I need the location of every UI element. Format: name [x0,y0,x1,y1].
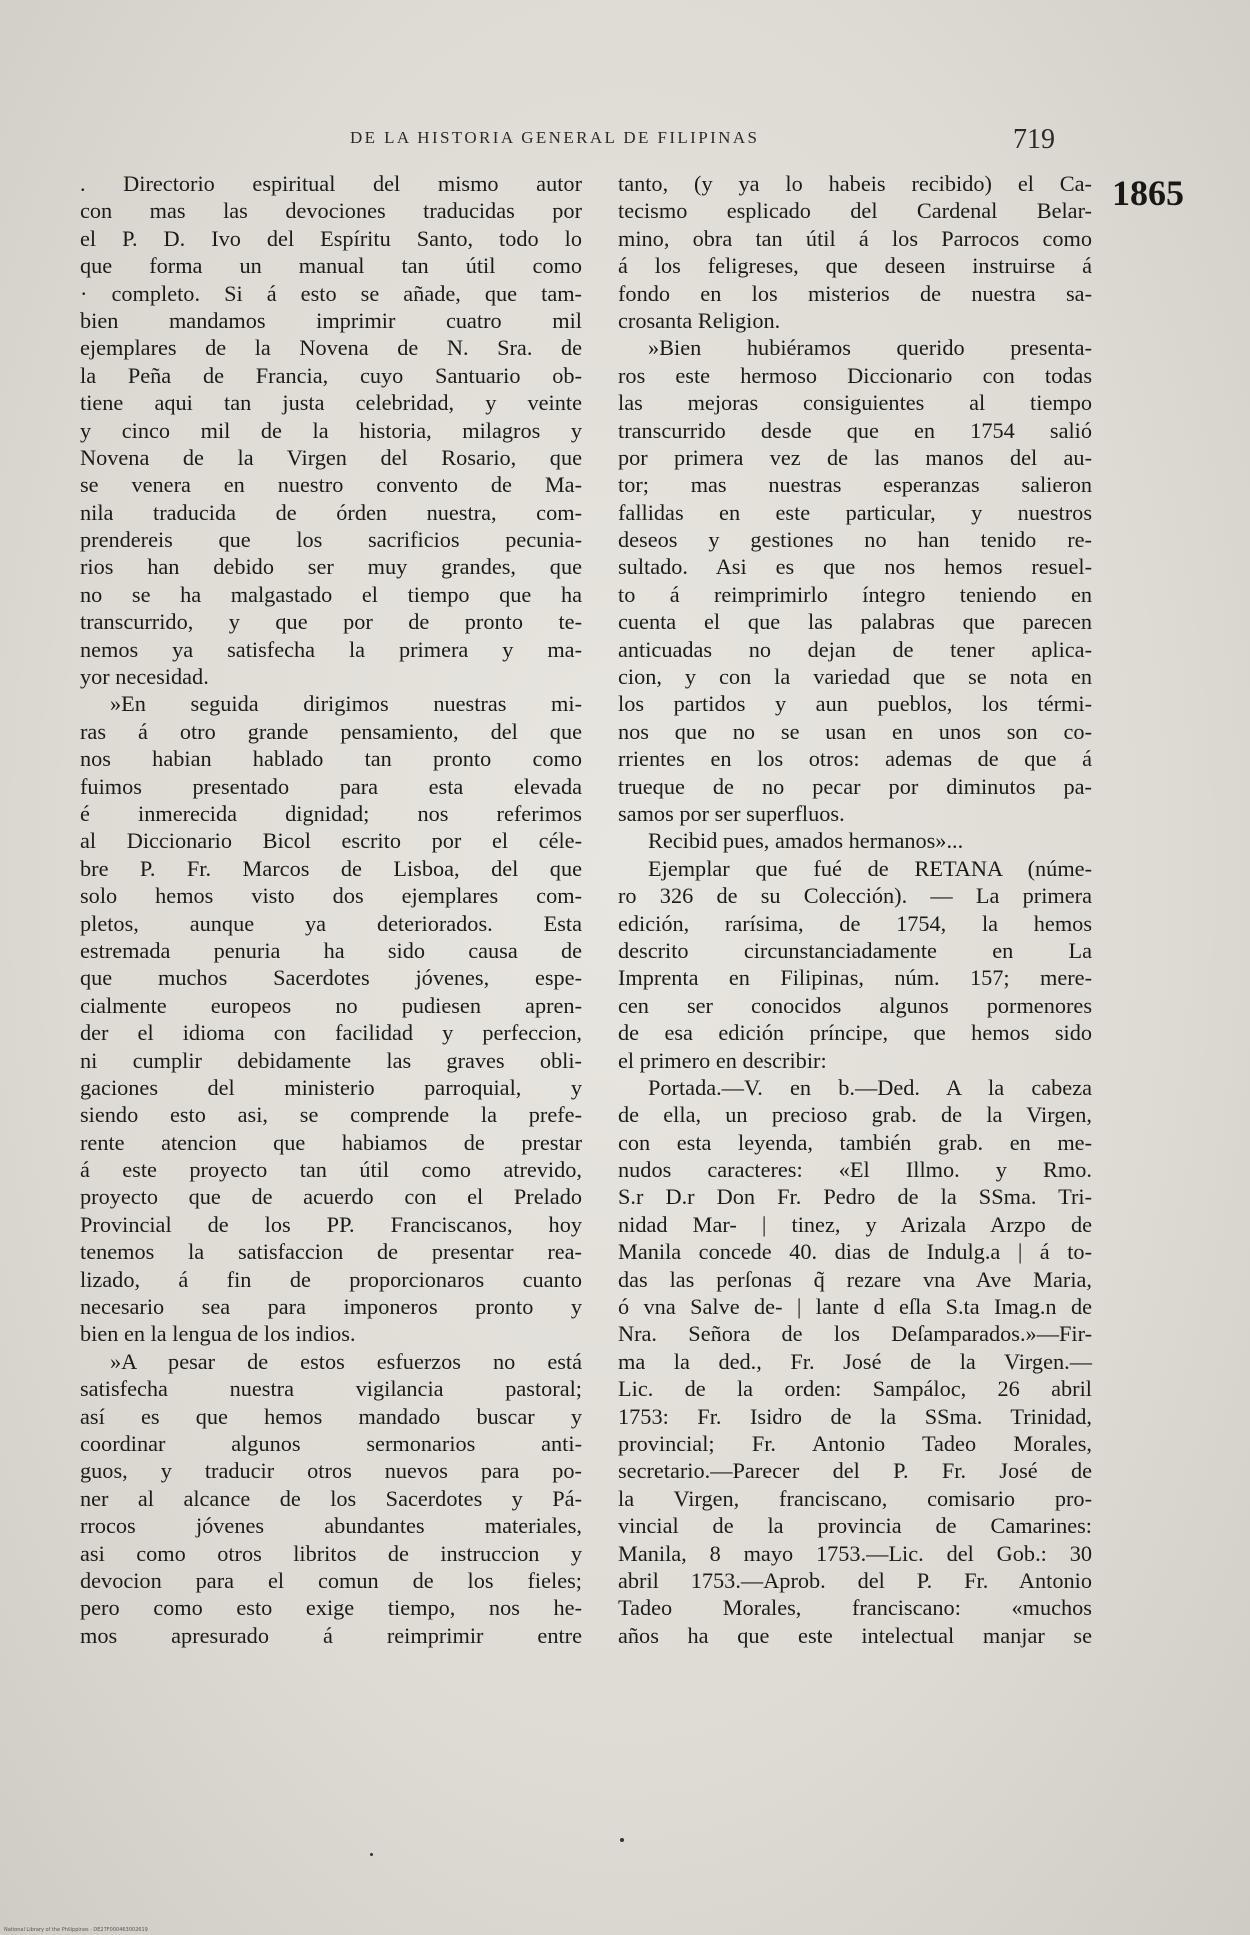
text-line: tanto, (y ya lo habeis recibido) el Ca- [618,171,1092,196]
text-line: que muchos Sacerdotes jóvenes, espe- [80,965,582,991]
text-line: gaciones del ministerio parroquial, y [80,1074,582,1100]
text-line: Lic. de la orden: Sampáloc, 26 abril [618,1376,1092,1402]
text-line: con mas las devociones traducidas por [80,198,582,224]
text-line: secretario.—Parecer del P. Fr. José de [618,1458,1092,1484]
text-line: Ejemplar que fué de RETANA (núme- [648,855,1092,881]
text-line: nos habian hablado tan pronto como [80,746,582,772]
right-text-column [618,170,1092,1649]
text-line: de ella, un precioso grab. de la Virgen, [618,1102,1092,1128]
text-line: Portada.—V. en b.—Ded. A la cabeza [648,1074,1092,1100]
text-line: tenemos la satisfaccion de presentar rea- [80,1239,582,1265]
text-line: y cinco mil de la historia, milagros y [80,417,582,443]
text-line: bre P. Fr. Marcos de Lisboa, del que [80,855,582,881]
text-line: la Peña de Francia, cuyo Santuario ob- [80,362,582,388]
text-line: ros este hermoso Diccionario con todas [618,362,1092,388]
text-line: fondo en los misterios de nuestra sa- [618,280,1092,306]
text-line: nidad Mar- | tinez, y Arizala Arzpo de [618,1211,1092,1237]
text-line: transcurrido desde que en 1754 salió [618,417,1092,443]
text-line: asi como otros libritos de instruccion y [80,1540,582,1566]
text-line: · completo. Si á esto se añade, que tam- [80,280,582,306]
running-title: DE LA HISTORIA GENERAL DE FILIPINAS [350,128,760,147]
text-line: nudos caracteres: «El Illmo. y Rmo. [618,1157,1092,1183]
text-line: S.r D.r Don Fr. Pedro de la SSma. Tri- [618,1184,1092,1210]
year-margin-note: 1865 [1112,173,1184,213]
text-line: rrocos jóvenes abundantes materiales, [80,1513,582,1539]
text-line: lizado, á fin de proporcionaros cuanto [80,1266,582,1292]
text-line: nemos ya satisfecha la primera y ma- [80,636,582,662]
text-line: cuenta el que las palabras que parecen [618,609,1092,635]
text-line: prendereis que los sacrificios pecunia- [80,527,582,553]
text-line: edición, rarísima, de 1754, la hemos [618,910,1092,936]
text-line: Tadeo Morales, franciscano: «muchos [618,1595,1092,1621]
text-line: nos que no se usan en unos son co- [618,718,1092,744]
text-line: ó vna Salve de- | lante d eſla S.ta Imag.n de [618,1294,1092,1320]
text-line: se venera en nuestro convento de Ma- [80,472,582,498]
text-line: fallidas en este particular, y nuestros [618,499,1092,525]
text-line: ni cumplir debidamente las graves obli- [80,1047,582,1073]
text-line: las mejoras consiguientes al tiempo [618,390,1092,416]
text-line: pletos, aunque ya deteriorados. Esta [80,910,582,936]
text-line: ner al alcance de los Sacerdotes y Pá- [80,1485,582,1511]
text-line: crosanta Religion. [618,307,781,333]
text-line: yor necesidad. [80,664,209,690]
text-line: der el idioma con facilidad y perfeccion, [80,1020,582,1046]
text-line: á los feligreses, que deseen instruirse á [618,253,1092,279]
text-line: cialmente europeos no pudiesen apren- [80,992,582,1018]
text-line: das las perſonas q̃ rezare vna Ave Maria, [618,1266,1092,1292]
text-line: con esta leyenda, también grab. en me- [618,1129,1092,1155]
text-line: bien mandamos imprimir cuatro mil [80,307,582,333]
text-line: mos apresurado á reimprimir entre [80,1622,582,1648]
text-line: »En seguida dirigimos nuestras mi- [110,691,582,717]
text-line: necesario sea para imponeros pronto y [80,1294,582,1320]
text-line: satisfecha nuestra vigilancia pastoral; [80,1376,582,1402]
text-line: devocion para el comun de los fieles; [80,1567,582,1593]
text-line: »Bien hubiéramos querido presenta- [648,335,1092,361]
text-line: to á reimprimirlo íntegro teniendo en [618,581,1092,607]
text-line: transcurrido, y que por de pronto te- [80,609,582,635]
text-line: vincial de la provincia de Camarines: [618,1513,1092,1539]
page-number: 719 [1013,124,1055,155]
scan-speck [620,1838,624,1842]
text-line: el primero en describir: [618,1047,827,1073]
text-line: ejemplares de la Novena de N. Sra. de [80,335,582,361]
text-line: 1753: Fr. Isidro de la SSma. Trinidad, [618,1403,1092,1429]
text-line: los partidos y aun pueblos, los térmi- [618,691,1092,717]
text-line: proyecto que de acuerdo con el Prelado [80,1184,582,1210]
text-line: sultado. Asi es que nos hemos resuel- [618,554,1092,580]
text-line: cen ser conocidos algunos pormenores [618,992,1092,1018]
text-line: así es que hemos mandado buscar y [80,1403,582,1429]
text-line: deseos y gestiones no han tenido re- [618,527,1092,553]
text-line: tor; mas nuestras esperanzas salieron [618,472,1092,498]
text-line: no se ha malgastado el tiempo que ha [80,581,582,607]
text-line: ro 326 de su Colección). — La primera [618,883,1092,909]
text-line: la Virgen, franciscano, comisario pro- [618,1485,1092,1511]
text-line: provincial; Fr. Antonio Tadeo Morales, [618,1430,1092,1456]
text-line: solo hemos visto dos ejemplares com- [80,883,582,909]
text-line: rente atencion que habiamos de prestar [80,1129,582,1155]
text-line: Manila, 8 mayo 1753.—Lic. del Gob.: 30 [618,1540,1092,1566]
text-line: trueque de no pecar por diminutos pa- [618,773,1092,799]
text-line: fuimos presentado para esta elevada [80,773,582,799]
text-line: años ha que este intelectual manjar se [618,1622,1092,1648]
text-line: abril 1753.—Aprob. del P. Fr. Antonio [618,1567,1092,1593]
left-text-column [80,170,582,1649]
text-line: samos por ser superfluos. [618,800,845,826]
text-line: siendo esto asi, se comprende la prefe- [80,1102,582,1128]
text-line: rios han debido ser muy grandes, que [80,554,582,580]
text-line: ras á otro grande pensamiento, del que [80,718,582,744]
text-line: rrientes en los otros: ademas de que á [618,746,1092,772]
text-line: Imprenta en Filipinas, núm. 157; mere- [618,965,1092,991]
text-line: de esa edición príncipe, que hemos sido [618,1020,1092,1046]
text-line: por primera vez de las manos del au- [618,444,1092,470]
text-line: tecismo esplicado del Cardenal Belar- [618,198,1092,224]
text-line: cion, y con la variedad que se nota en [618,664,1092,690]
scan-speck [370,1853,373,1856]
text-line: que forma un manual tan útil como [80,253,582,279]
text-line: Provincial de los PP. Franciscanos, hoy [80,1211,582,1237]
text-line: tiene aqui tan justa celebridad, y veinte [80,390,582,416]
text-line: coordinar algunos sermonarios anti- [80,1430,582,1456]
text-line: el P. D. Ivo del Espíritu Santo, todo lo [80,225,582,251]
text-line: anticuadas no dejan de tener aplica- [618,636,1092,662]
text-line: ma la ded., Fr. José de la Virgen.— [618,1348,1092,1374]
text-line: »A pesar de estos esfuerzos no está [110,1348,582,1374]
text-line: Manila concede 40. dias de Indulg.a | á to- [618,1239,1092,1265]
text-line: . Directorio espiritual del mismo autor [80,171,582,196]
text-line: bien en la lengua de los indios. [80,1321,356,1347]
text-line: guos, y traducir otros nuevos para po- [80,1458,582,1484]
text-line: Novena de la Virgen del Rosario, que [80,444,582,470]
text-line: á este proyecto tan útil como atrevido, [80,1157,582,1183]
text-line: Nra. Señora de los Deſamparados.»—Fir- [618,1321,1092,1347]
text-line: é inmerecida dignidad; nos referimos [80,800,582,826]
text-line: pero como esto exige tiempo, nos he- [80,1595,582,1621]
text-line: mino, obra tan útil á los Parrocos como [618,225,1092,251]
text-line: Recibid pues, amados hermanos»... [648,828,964,854]
text-line: nila traducida de órden nuestra, com- [80,499,582,525]
text-line: descrito circunstanciadamente en La [618,937,1092,963]
scan-credit: National Library of the Philippines · DE27F000463002619 [4,1927,148,1933]
text-line: al Diccionario Bicol escrito por el céle- [80,828,582,854]
text-line: estremada penuria ha sido causa de [80,937,582,963]
